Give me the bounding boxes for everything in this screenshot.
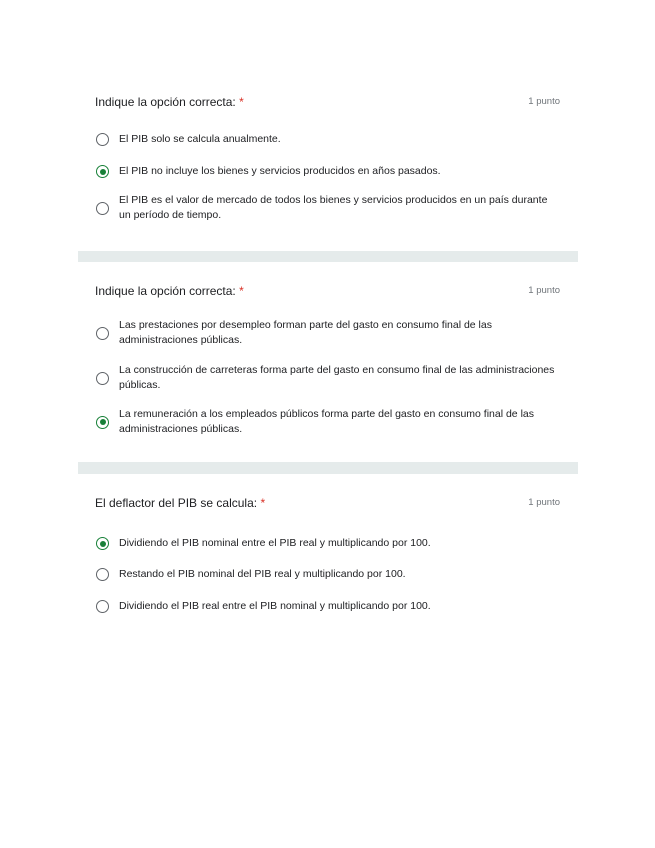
question-header xyxy=(95,284,560,298)
option-label: La construcción de carreteras forma parte del gasto en consumo final de las administraciones públicas. xyxy=(119,364,555,391)
radio-option[interactable] xyxy=(96,599,558,614)
radio-button[interactable] xyxy=(96,568,109,581)
option-label: El PIB no incluye los bienes y servicios producidos en años pasados. xyxy=(119,165,441,177)
question-points: 1 punto xyxy=(528,96,560,107)
radio-button-selected[interactable] xyxy=(96,416,109,429)
required-asterisk: * xyxy=(260,496,266,510)
radio-button[interactable] xyxy=(96,202,109,215)
option-label: Dividiendo el PIB real entre el PIB nominal y multiplicando por 100. xyxy=(119,600,431,612)
section-divider xyxy=(78,251,578,262)
radio-option[interactable] xyxy=(96,567,558,582)
radio-button-selected[interactable] xyxy=(96,537,109,550)
option-label: La remuneración a los empleados públicos forma parte del gasto en consumo final de las administraciones públicas. xyxy=(119,408,534,435)
option-label: Las prestaciones por desempleo forman parte del gasto en consumo final de las administraciones públicas. xyxy=(119,319,492,346)
required-asterisk: * xyxy=(239,95,244,109)
question-points: 1 punto xyxy=(528,285,560,296)
radio-option[interactable] xyxy=(96,193,558,223)
radio-button[interactable] xyxy=(96,133,109,146)
required-asterisk: * xyxy=(239,284,244,298)
radio-option[interactable] xyxy=(96,318,558,348)
option-label: Dividiendo el PIB nominal entre el PIB real y multiplicando por 100. xyxy=(119,537,431,549)
radio-option[interactable] xyxy=(96,407,558,437)
option-label: El PIB solo se calcula anualmente. xyxy=(119,133,281,145)
radio-dot-icon xyxy=(100,541,106,547)
question-card xyxy=(78,474,578,639)
radio-dot-icon xyxy=(100,169,106,175)
radio-button[interactable] xyxy=(96,327,109,340)
question-points: 1 punto xyxy=(528,497,560,508)
radio-button-selected[interactable] xyxy=(96,165,109,178)
radio-option[interactable] xyxy=(96,536,558,551)
question-card xyxy=(78,262,578,462)
question-card xyxy=(78,85,578,251)
radio-option[interactable] xyxy=(96,132,558,147)
question-title: Indique la opción correcta: xyxy=(95,95,236,109)
radio-option[interactable] xyxy=(96,164,558,179)
radio-dot-icon xyxy=(100,419,106,425)
radio-option[interactable] xyxy=(96,363,558,393)
question-header xyxy=(95,95,560,109)
section-divider xyxy=(78,462,578,474)
radio-button[interactable] xyxy=(96,372,109,385)
option-label: Restando el PIB nominal del PIB real y multiplicando por 100. xyxy=(119,568,406,580)
radio-button[interactable] xyxy=(96,600,109,613)
question-title: El deflactor del PIB se calcula: xyxy=(95,496,258,510)
question-header xyxy=(95,496,560,510)
option-label: El PIB es el valor de mercado de todos los bienes y servicios producidos en un país durante un período de tiempo. xyxy=(119,194,548,221)
question-title: Indique la opción correcta: xyxy=(95,284,236,298)
